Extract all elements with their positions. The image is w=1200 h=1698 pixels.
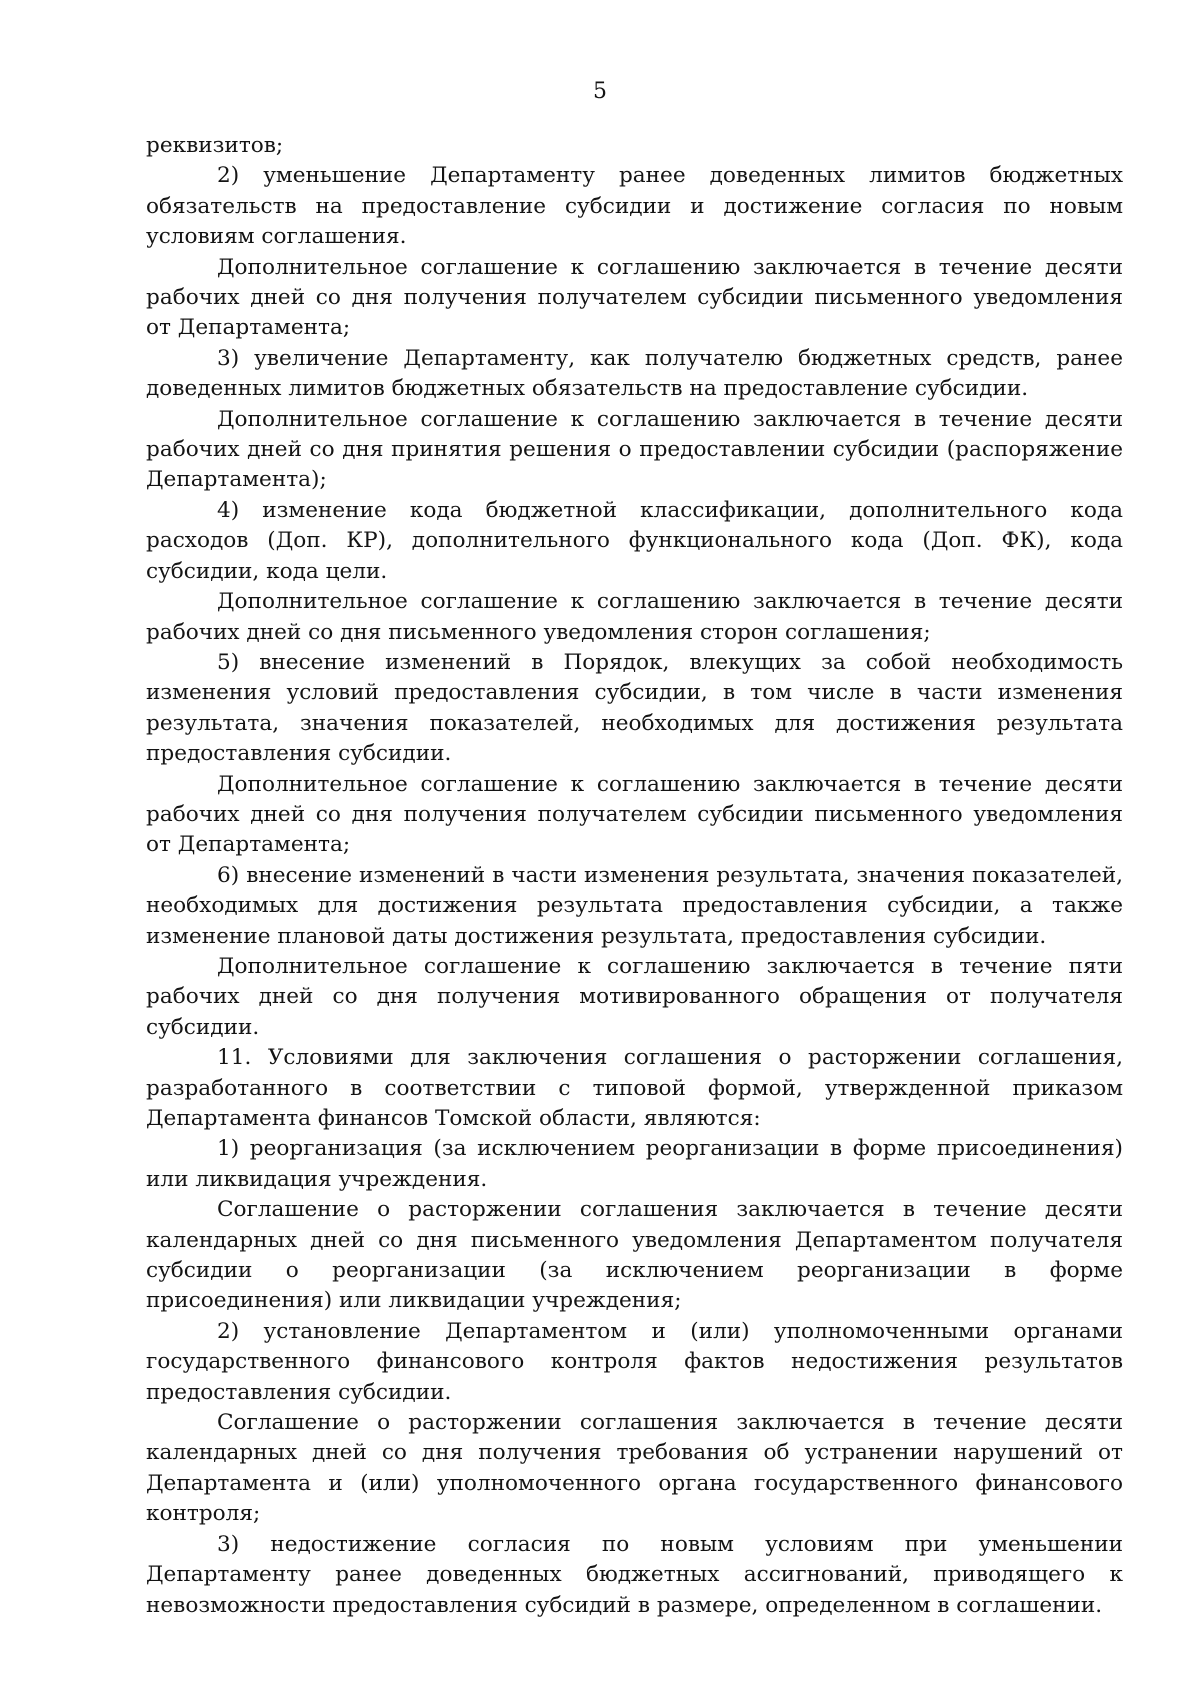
paragraph-item-4: 4) изменение кода бюджетной классификации, дополнительного кода расходов (Доп. КР), дополнительного функционального кода (Доп. ФК), кода субсидии, кода цели. — [146, 497, 1123, 584]
paragraph-11-item-3: 3) недостижение согласия по новым условиям при уменьшении Департаменту ранее доведенных бюджетных ассигнований, приводящего к невозможности предоставления субсидий в размере, определенном в соглашении. — [146, 1531, 1123, 1618]
paragraph-11-item-1: 1) реорганизация (за исключением реорганизации в форме присоединения) или ликвидация учреждения. — [146, 1136, 1123, 1192]
paragraph-11-item-2-note: Соглашение о расторжении соглашения заключается в течение десяти календарных дней со дня получения требования об устранении нарушений от Департамента и (или) уполномоченного органа государственного финансового контроля; — [146, 1410, 1123, 1527]
paragraph-continuation: реквизитов; — [146, 133, 284, 158]
paragraph-11-item-1-note: Соглашение о расторжении соглашения заключается в течение десяти календарных дней со дня письменного уведомления Департаментом получателя субсидии о реорганизации (за исключением реорганизации в форме присоединения) или ликвидации учреждения; — [146, 1197, 1123, 1314]
paragraph-11-item-2: 2) установление Департаментом и (или) уполномоченными органами государственного финансового контроля фактов недостижения результатов предоставления субсидии. — [146, 1318, 1123, 1405]
paragraph-item-2: 2) уменьшение Департаменту ранее доведенных лимитов бюджетных обязательств на предоставление субсидии и достижение согласия по новым условиям соглашения. — [146, 163, 1123, 250]
paragraph-item-3-note: Дополнительное соглашение к соглашению заключается в течение десяти рабочих дней со дня принятия решения о предоставлении субсидии (распоряжение Департамента); — [146, 406, 1123, 493]
paragraph-item-5-note: Дополнительное соглашение к соглашению заключается в течение десяти рабочих дней со дня получения получателем субсидии письменного уведомления от Департамента; — [146, 771, 1123, 858]
paragraph-item-4-note: Дополнительное соглашение к соглашению заключается в течение десяти рабочих дней со дня письменного уведомления сторон соглашения; — [146, 589, 1123, 645]
document-body — [146, 131, 1123, 1621]
paragraph-section-11: 11. Условиями для заключения соглашения о расторжении соглашения, разработанного в соответствии с типовой формой, утвержденной приказом Департамента финансов Томской области, являются: — [146, 1045, 1123, 1131]
paragraph-item-2-note: Дополнительное соглашение к соглашению заключается в течение десяти рабочих дней со дня получения получателем субсидии письменного уведомления от Департамента; — [146, 254, 1123, 341]
paragraph-item-5: 5) внесение изменений в Порядок, влекущих за собой необходимость изменения условий предоставления субсидии, в том числе в части изменения результата, значения показателей, необходимых для достижения результата предоставления субсидии. — [146, 649, 1123, 767]
paragraph-item-6-note: Дополнительное соглашение к соглашению заключается в течение пяти рабочих дней со дня получения мотивированного обращения от получателя субсидии. — [146, 953, 1123, 1040]
page-number: 5 — [593, 79, 607, 104]
paragraph-item-6: 6) внесение изменений в части изменения результата, значения показателей, необходимых для достижения результата предоставления субсидии, а также изменение плановой даты достижения результата, предоставления субсидии. — [146, 862, 1123, 949]
paragraph-item-3: 3) увеличение Департаменту, как получателю бюджетных средств, ранее доведенных лимитов бюджетных обязательств на предоставление субсидии. — [146, 345, 1123, 402]
